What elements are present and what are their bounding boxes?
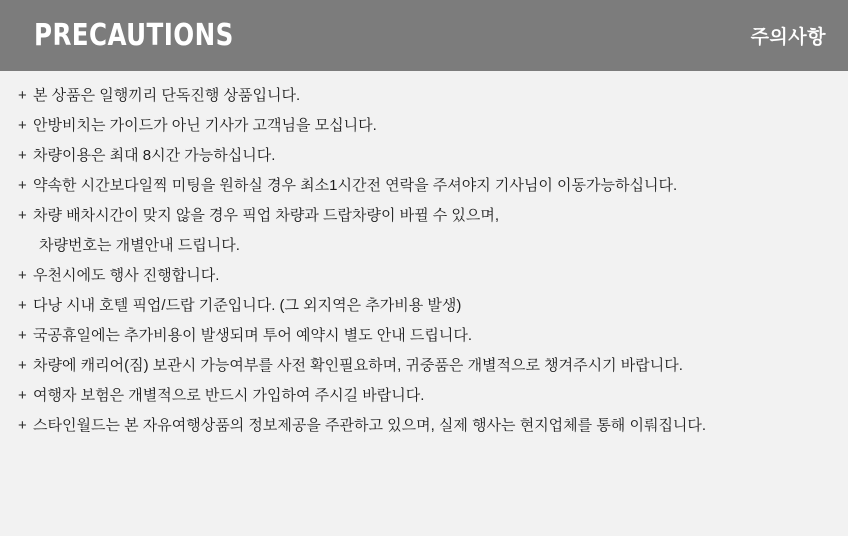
bullet-icon: + (18, 267, 27, 284)
precaution-item (0, 265, 848, 287)
precaution-text: 우천시에도 행사 진행합니다. (33, 267, 220, 284)
precaution-item (0, 415, 848, 437)
precaution-text: 차량에 캐리어(짐) 보관시 가능여부를 사전 확인필요하며, 귀중품은 개별적으로 챙겨주시기 바랍니다. (33, 357, 683, 374)
page-header (0, 0, 848, 71)
precaution-text: 안방비치는 가이드가 아닌 기사가 고객님을 모십니다. (33, 117, 377, 134)
precautions-list (0, 71, 848, 437)
bullet-icon: + (18, 207, 27, 224)
precaution-text: 차량번호는 개별안내 드립니다. (39, 237, 240, 254)
precaution-text: 다낭 시내 호텔 픽업/드랍 기준입니다. (그 외지역은 추가비용 발생) (33, 297, 462, 314)
precaution-item (0, 175, 848, 197)
precaution-item (0, 205, 848, 227)
bullet-icon: + (18, 417, 27, 434)
precaution-text: 국공휴일에는 추가비용이 발생되며 투어 예약시 별도 안내 드립니다. (33, 327, 473, 344)
precaution-item (0, 355, 848, 377)
precaution-text: 약속한 시간보다일찍 미팅을 원하실 경우 최소1시간전 연락을 주셔야지 기사님이 이동가능하십니다. (33, 177, 678, 194)
precaution-text: 본 상품은 일행끼리 단독진행 상품입니다. (33, 87, 301, 104)
bullet-icon: + (18, 177, 27, 194)
bullet-icon: + (18, 147, 27, 164)
precaution-text: 차량이용은 최대 8시간 가능하십니다. (33, 147, 276, 164)
precaution-text: 차량 배차시간이 맞지 않을 경우 픽업 차량과 드랍차량이 바뀔 수 있으며, (33, 207, 500, 224)
bullet-icon: + (18, 297, 27, 314)
page-title: PRECAUTIONS (34, 18, 234, 53)
precaution-item (0, 325, 848, 347)
precaution-item (0, 85, 848, 107)
bullet-icon: + (18, 357, 27, 374)
precaution-item (0, 235, 848, 257)
page-title-korean: 주의사항 (750, 27, 826, 48)
precaution-item (0, 385, 848, 407)
precaution-text: 스타인월드는 본 자유여행상품의 정보제공을 주관하고 있으며, 실제 행사는 현지업체를 통해 이뤄집니다. (33, 417, 707, 434)
precaution-item (0, 115, 848, 137)
bullet-icon: + (18, 117, 27, 134)
precaution-item (0, 145, 848, 167)
bullet-icon: + (18, 387, 27, 404)
precaution-text: 여행자 보험은 개별적으로 반드시 가입하여 주시길 바랍니다. (33, 387, 425, 404)
precaution-item (0, 295, 848, 317)
bullet-icon: + (18, 87, 27, 104)
bullet-icon: + (18, 327, 27, 344)
